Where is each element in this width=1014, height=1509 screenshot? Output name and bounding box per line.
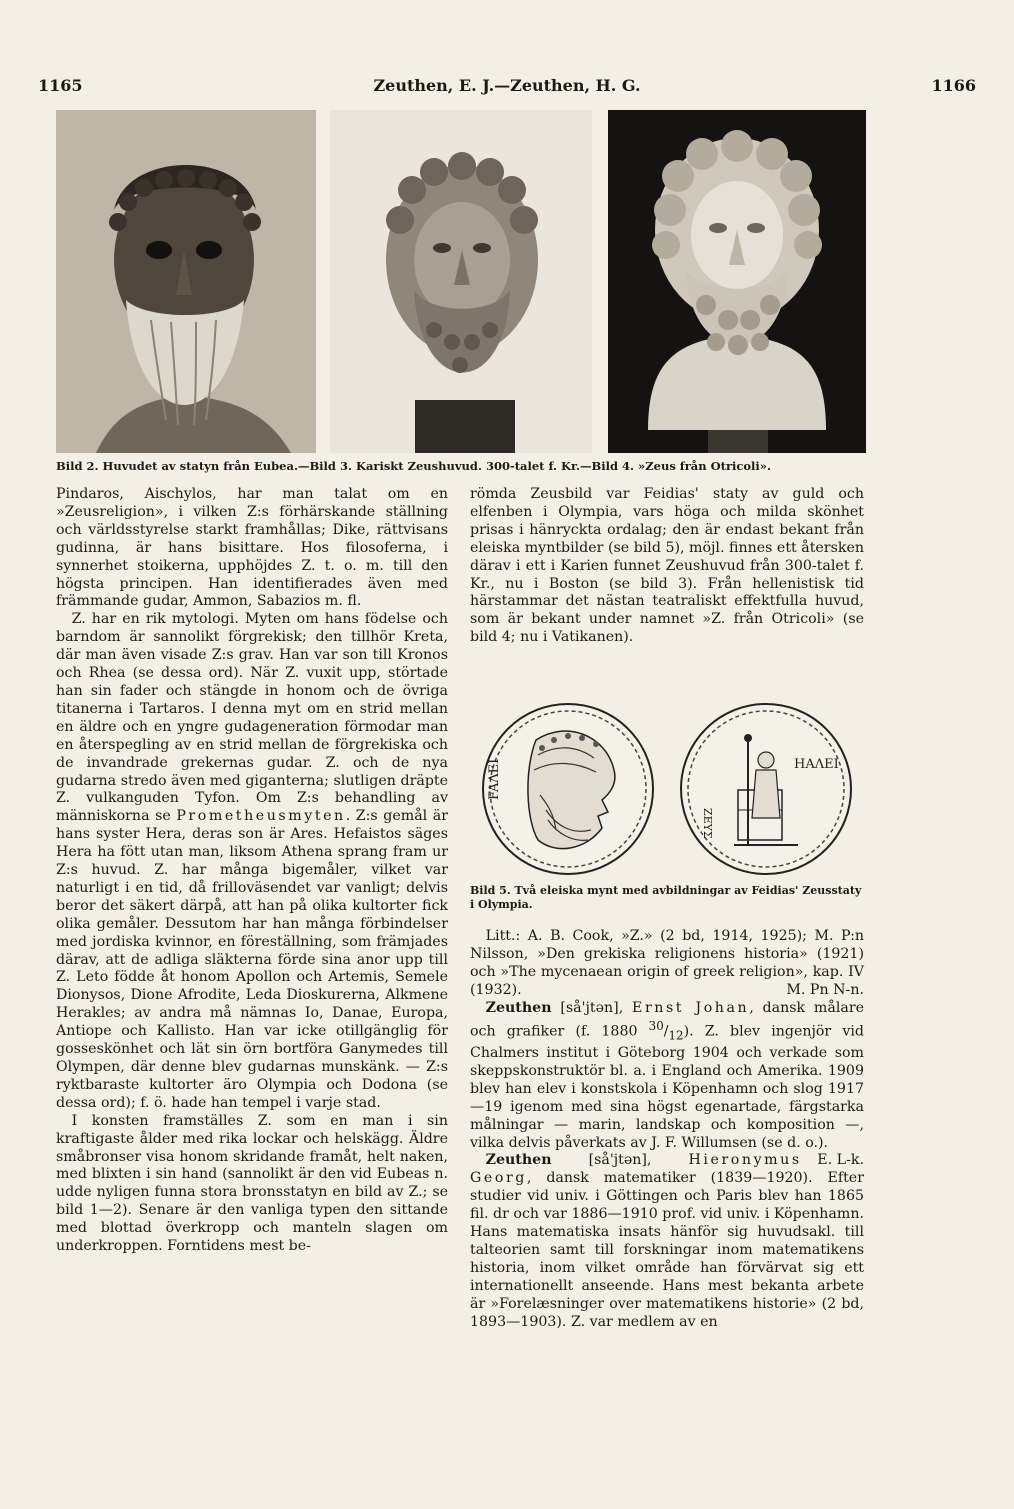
page-number-left: 1165 [38, 76, 83, 95]
left-column [56, 486, 448, 1256]
photo-caption: Bild 2. Huvudet av statyn från Eubea.—Bild 3. Kariskt Zeushuvud. 300-talet f. Kr.—Bild 4. »Zeus från Otricoli». [56, 459, 771, 473]
zeus-otricoli-bust-photo [608, 110, 866, 453]
paragraph: Z. har en rik mytologi. Myten om hans födelse och barndom är sannolikt förgrekisk; den tillhör Kreta, där man även visade Z:s grav. Han var son till Kronos och Rhea (se dessa ord). När Z. vuxit upp, störtade han sin fader och stängde in honom och de övriga titanerna i Tartaros. I denna myt om en strid mellan en äldre och en yngre gudageneration förmodar man en återspegling av en strid mellan de förgrekiska och de invandrade grekernas gudar. Z. och de nya gudarna stredo även med giganterna; slutligen dräpte Z. vulkanguden Tyfon. Om Z:s behandling av människorna se Prometheusmyten. Z:s gemål är hans syster Hera, deras son är Ares. Hefaistos säges Hera ha fött utan man, liksom Athena sprang fram ur Z:s huvud. Z. har många bigemåler, vilket var naturligt i en tid, då frilloväsendet var vanligt; delvis beror det säkert därpå, att han på olika kultorter fick olika gemåler. Dessutom har han många förbindelser med jordiska kvinnor, en föreställning, som främjades därav, att de adliga släkterna förde sina anor upp till Z. Leto födde åt honom Apollon och Artemis, Semele Dionysos, Dione Afrodite, Leda Dioskurerna, Alkmene Herakles; av andra må nämnas Io, Danae, Europa, Antiope och Kallisto. Han var icke otillgänglig för gosseskönhet och lät sin örn bortföra Ganymedes till Olympen, där denne blev gudarnas munskänk. — Z:s ryktbaraste kultorter äro Olympia och Dodona (se dessa ord); f. ö. hade han tempel i varje stad. [56, 611, 448, 1111]
cross-reference: Prometheusmyten [176, 808, 346, 825]
coin-enthroned-zeus-icon [681, 704, 851, 874]
running-title: Zeuthen, E. J.—Zeuthen, H. G. [373, 76, 641, 95]
zeus-marble-head-photo [330, 110, 592, 453]
page-number-right: 1166 [931, 76, 976, 95]
coin-legend-side: ΖΕΥΣ [701, 808, 714, 839]
author-signature: E. L-k. [817, 1152, 864, 1169]
right-column-top [470, 486, 864, 647]
entry-zeuthen-hg: Zeuthen [så'jtən], Hieronymus Georg, dansk matematiker (1839—1920). Efter studier vid univ. i Göttingen och Paris blev han 1865 fil. dr och var 1886—1910 prof. vid univ. i Köpenhamn. Hans matematiska insats hänför sig huvudsakl. till talteorien samt till forskningar inom matematikens historia, inom vilket område han förvärvat sig ett internationellt anseende. Hans mest bekanta arbete är »Forelæsninger over matematikens historie» (2 bd, 1893—1903). Z. var medlem av en [470, 1152, 864, 1330]
coin-zeus-head-icon [483, 704, 653, 874]
author-signature: M. Pn N-n. [786, 981, 864, 998]
headword: Zeuthen [485, 1152, 552, 1169]
coins-illustration [476, 700, 858, 878]
zeus-bronze-head-photo [56, 110, 316, 453]
paragraph: I konsten framställes Z. som en man i sin kraftigaste ålder med rika lockar och helskägg. Äldre småbronser visa honom skridande framåt, helt naken, med blixten i sin hand (sannolikt är den vid Eubeas n. udde nyligen funna stora bronsstatyn en bild av Z.; se bild 1—2). Senare är den vanliga typen den sittande med blottad överkropp och manteln slagen om underkroppen. Forntidens mest be- [56, 1112, 448, 1255]
right-column-bottom [470, 928, 864, 1332]
bibliography: Litt.: A. B. Cook, »Z.» (2 bd, 1914, 1925); M. P:n Nilsson, »Den grekiska religionens historia» (1921) och »The mycenaean origin of greek religion», kap. IV (1932). M. Pn N-n. [470, 928, 864, 998]
entry-zeuthen-ej: Zeuthen [så'jtən], Ernst Johan, dansk målare och grafiker (f. 1880 $^{30}/_{12}$). Z. blev ingenjör vid Chalmers institut i Göteborg 1904 och verkade som skeppskonstruktör bl. a. i England och Amerika. 1909 blev han elev i konstskola i Köpenhamn och slog 1917—19 igenom med sina högst egenartade, färgstarka målningar — marin, landskap och komposition —, vilka delvis påverkats av J. F. Willumsen (se d. o.). E. L-k. [470, 999, 864, 1169]
headword: Zeuthen [485, 999, 552, 1016]
coin-legend-right: ΗΑΛΕΙ [794, 757, 839, 772]
paragraph: römda Zeusbild var Feidias' staty av guld och elfenben i Olympia, vars höga och milda skönhet prisas i hänryckta ordalag; den är endast bekant från eleiska myntbilder (se bild 5), möjl. finnes ett återsken därav i ett i Karien funnet Zeushuvud från 300-talet f. Kr., nu i Boston (se bild 3). Från hellenistisk tid härstammar det nästan teatraliskt effektfulla huvud, som är bekant under namnet »Z. från Otricoli» (se bild 4; nu i Vatikanen). [470, 486, 864, 646]
coin-caption: Bild 5. Två eleiska mynt med avbildningar av Feidias' Zeusstaty i Olympia. [470, 884, 862, 911]
paragraph: Pindaros, Aischylos, har man talat om en »Zeusreligion», i vilken Z:s förhärskande ställning och världsstyrelse starkt framhållas; Dike, rättvisans gudinna, är hans bisittare. Hos filosoferna, i synnerhet stoikerna, upphöjdes Z. t. o. m. till den högsta principen. Han identifierades även med främmande gudar, Ammon, Sabazios m. fl. [56, 486, 448, 610]
coin-legend-left: FAΛΕΙ [487, 758, 502, 800]
page-header [38, 76, 976, 102]
